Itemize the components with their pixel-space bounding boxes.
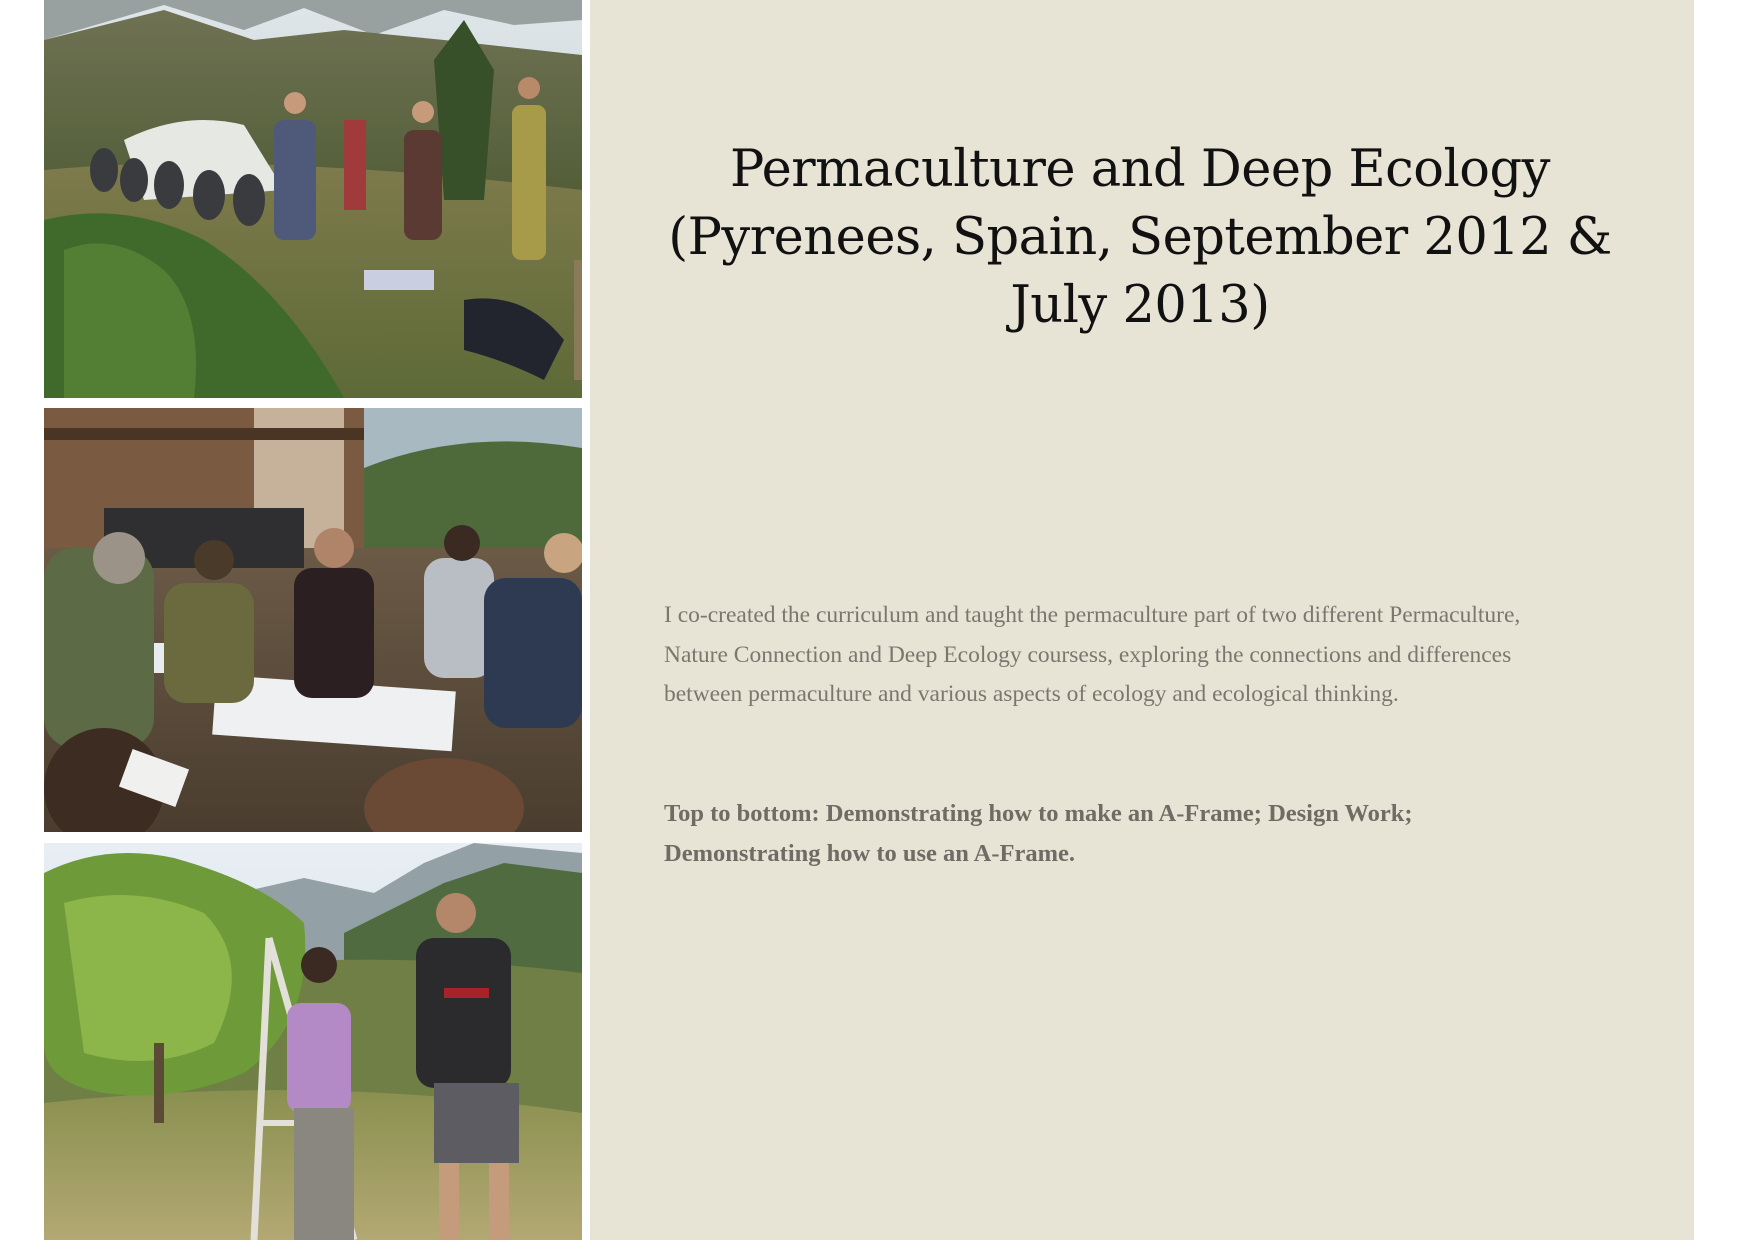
- photo-caption: Top to bottom: Demonstrating how to make an A-Frame; Design Work; Demonstrating how to use an A-Frame.: [664, 800, 1413, 867]
- page-title: Permaculture and Deep Ecology (Pyrenees, Spain, September 2012 & July 2013): [668, 140, 1612, 335]
- design-work-circle-photo: [44, 408, 582, 832]
- workshop-hillside-group-photo: [44, 0, 582, 398]
- a-frame-demonstration-photo: [44, 843, 582, 1240]
- project-description: I co-created the curriculum and taught the permaculture part of two different Permaculture, Nature Connection and Deep Ecology coursess, exploring the connections and differences between permaculture and various aspects of ecology and ecological thinking.: [664, 602, 1521, 707]
- text-panel: [590, 0, 1694, 1240]
